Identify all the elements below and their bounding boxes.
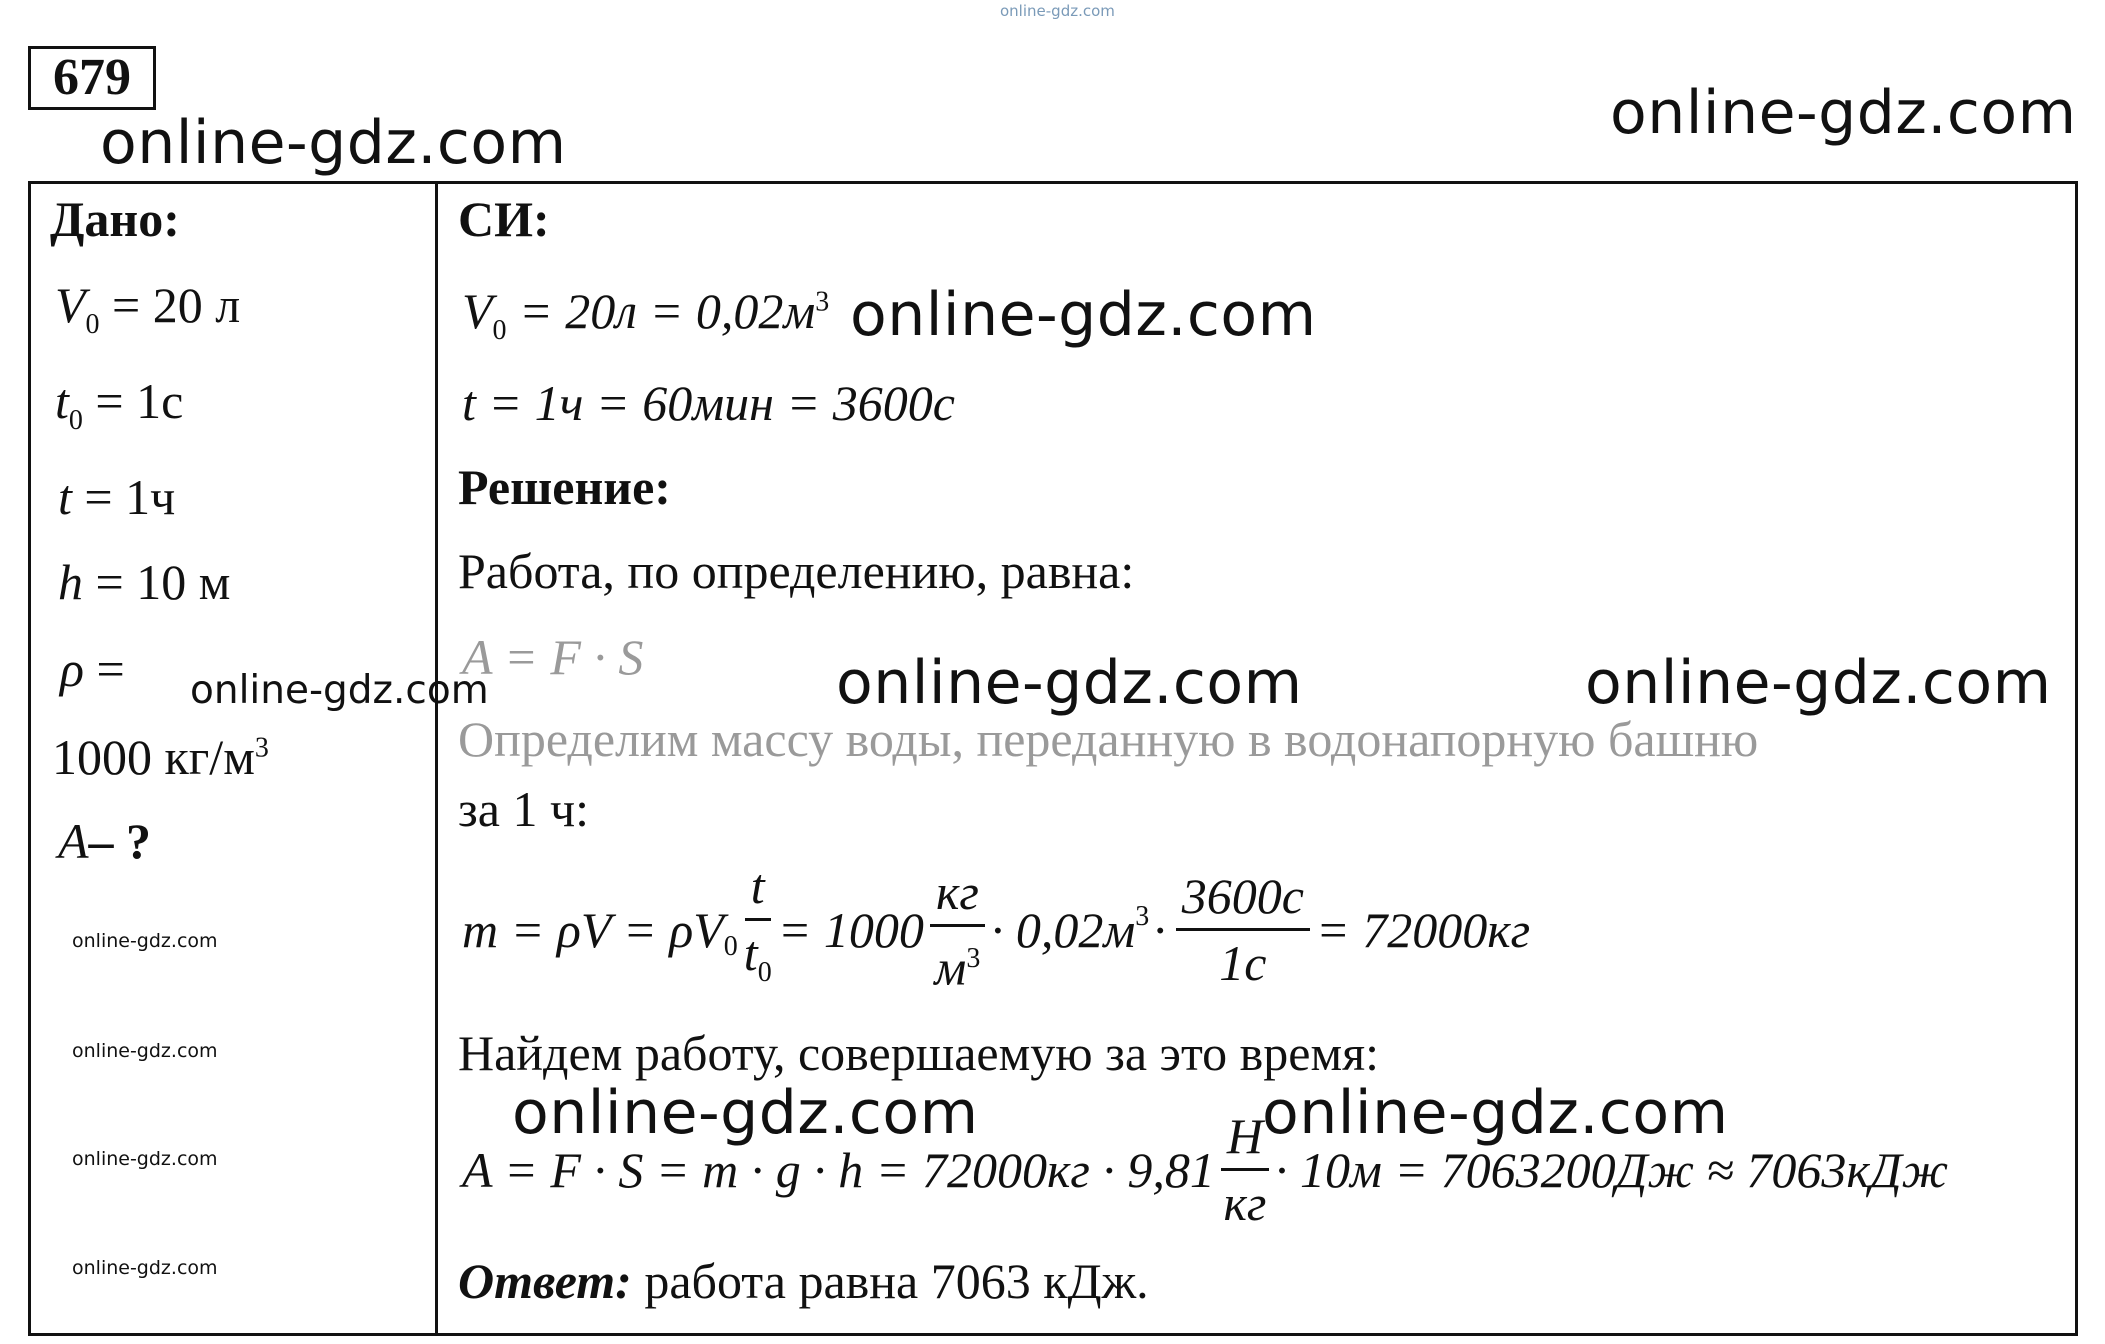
given-rho-eq: =: [96, 641, 125, 697]
solution-line1: Работа, по определению, равна:: [458, 543, 1135, 599]
si-v0: $V_0 = 20л = 0,02м^3$: [462, 283, 830, 346]
formula-work: [462, 1108, 1948, 1231]
si-header: СИ:: [458, 191, 550, 247]
work-right: · 10м = 7063200Дж ≈ 7063кДж: [1275, 1141, 1949, 1198]
mass-units-den: м: [934, 939, 967, 996]
solution-line2: Определим массу воды, переданную в водонапорную башню: [458, 711, 1759, 767]
given-rho-value-text: 1000 кг/м: [52, 729, 255, 785]
given-v0: $V_0 = 20$ л: [55, 277, 241, 340]
given-find: A– ?: [58, 813, 152, 869]
watermark-tiny: online-gdz.com: [1000, 2, 1115, 20]
given-v0-value: = 20 л: [112, 277, 241, 333]
given-header: Дано:: [50, 191, 180, 247]
given-rho: ρ =: [60, 641, 125, 697]
mass-time-num: 3600с: [1176, 868, 1310, 931]
fraction-density-units: $\frac{кг}{м^3}$: [930, 864, 985, 996]
mass-time-den: 1с: [1219, 935, 1267, 991]
answer-text: работа равна 7063 кДж.: [644, 1253, 1149, 1309]
work-frac-den: кг: [1223, 1175, 1267, 1231]
column-divider: [435, 181, 438, 1336]
answer-label: Ответ:: [458, 1253, 632, 1309]
watermark: online-gdz.com: [836, 648, 1303, 718]
work-frac-num: Н: [1221, 1108, 1269, 1171]
watermark: online-gdz.com: [512, 1078, 979, 1148]
given-t-value: = 1ч: [84, 469, 176, 525]
watermark: online-gdz.com: [190, 668, 489, 713]
fraction-t-over-t0: $\frac{t}{t_0}$: [743, 858, 772, 988]
watermark: online-gdz.com: [72, 1148, 218, 1170]
work-left: A = F · S = m · g · h = 72000кг · 9,81: [462, 1141, 1215, 1198]
solution-line3: за 1 ч:: [458, 781, 589, 837]
mass-units-num: кг: [930, 864, 985, 927]
fraction-time: [1176, 868, 1310, 991]
given-h: h = 10 м: [58, 554, 231, 610]
formula-mass: m = ρV = ρV $_0$ $\frac{t}{t_0}$ = 1000 $\frac{кг}{м^3}$ · 0,02м $^3$ · $\frac{3600с}{1с}$ = 72000кг: [462, 858, 1530, 1001]
answer: [458, 1252, 1149, 1310]
fraction-newton-per-kg: [1221, 1108, 1269, 1231]
mass-mid: = 1000: [777, 901, 924, 958]
given-h-value: = 10 м: [95, 554, 231, 610]
given-rho-value: 1000 $кг/м^3$: [52, 729, 269, 785]
watermark: online-gdz.com: [72, 1040, 218, 1062]
si-t: t = 1ч = 60мин = 3600с: [462, 375, 955, 431]
si-t-value: = 1ч = 60мин = 3600с: [488, 375, 955, 431]
given-find-text: – ?: [88, 813, 152, 869]
problem-number: 679: [28, 46, 156, 110]
formula-work-definition: A = F · S: [462, 629, 644, 685]
solution-line4: Найдем работу, совершаемую за это время:: [458, 1025, 1379, 1081]
mass-result: = 72000кг: [1315, 901, 1531, 958]
watermark: online-gdz.com: [1610, 78, 2077, 148]
watermark: online-gdz.com: [100, 108, 567, 178]
given-t0: $t_0 = 1с$: [55, 373, 184, 436]
watermark: online-gdz.com: [850, 280, 1317, 350]
mass-volume: · 0,02м: [990, 901, 1136, 958]
si-v0-value: = 20л = 0,02м: [519, 283, 816, 339]
solution-header: Решение:: [458, 459, 671, 515]
mass-left: m = ρV = ρV: [462, 901, 724, 958]
watermark: online-gdz.com: [72, 930, 218, 952]
given-t0-value: = 1с: [95, 373, 184, 429]
watermark: online-gdz.com: [1262, 1078, 1729, 1148]
watermark: online-gdz.com: [1585, 648, 2052, 718]
given-t: t = 1ч: [58, 469, 176, 525]
watermark: online-gdz.com: [72, 1257, 218, 1279]
